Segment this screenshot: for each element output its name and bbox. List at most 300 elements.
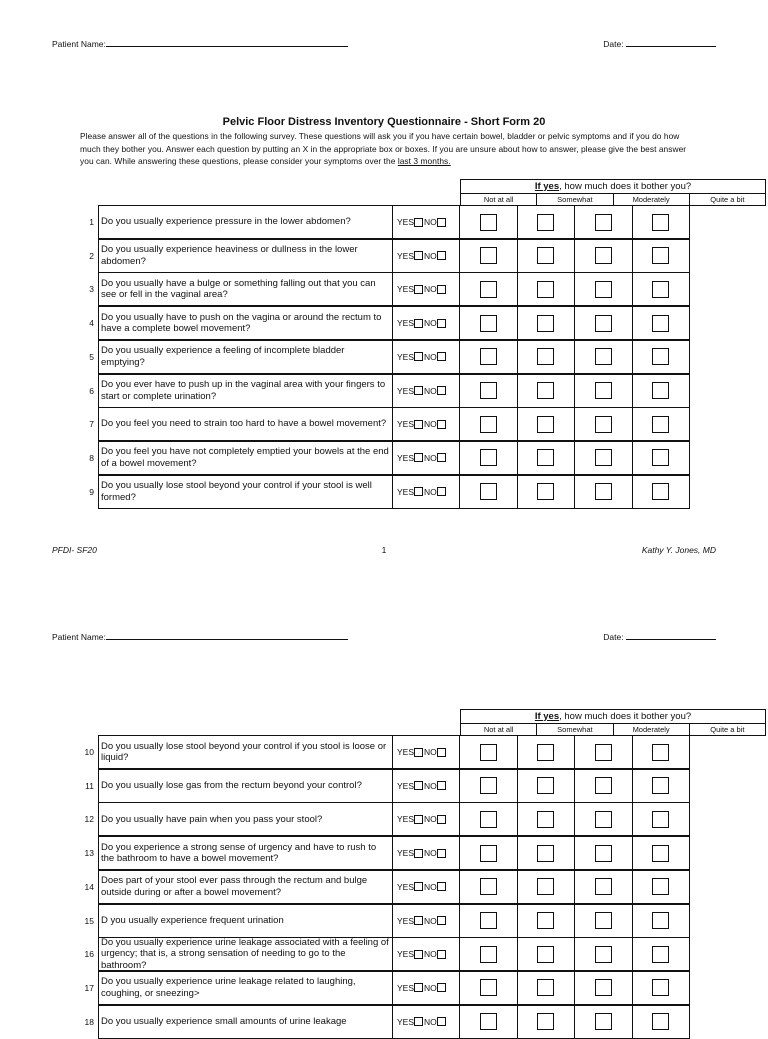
question-row xyxy=(76,802,690,836)
not-at-all-checkbox[interactable] xyxy=(480,348,497,365)
yes-checkbox[interactable] xyxy=(414,453,423,462)
rating-cell xyxy=(518,971,576,1005)
date-line[interactable] xyxy=(626,630,716,640)
question-row xyxy=(76,475,690,509)
no-checkbox[interactable] xyxy=(437,218,446,227)
question-text xyxy=(98,475,392,509)
page-footer xyxy=(52,545,716,557)
yes-label: YES xyxy=(397,419,415,430)
quite-a-bit-checkbox[interactable] xyxy=(652,281,669,298)
rating-cell xyxy=(518,374,576,408)
quite-a-bit-checkbox[interactable] xyxy=(652,247,669,264)
no-label: NO xyxy=(424,351,437,362)
rating-cells xyxy=(460,769,690,803)
rating-cell xyxy=(460,1005,518,1039)
quite-a-bit-checkbox[interactable] xyxy=(652,979,669,996)
yes-checkbox[interactable] xyxy=(414,352,423,361)
yes-no-cell xyxy=(392,870,460,904)
quite-a-bit-checkbox[interactable] xyxy=(652,878,669,895)
rating-cell xyxy=(518,306,576,340)
rating-cells xyxy=(460,836,690,870)
question-label: Do you usually have pain when you pass your stool? xyxy=(101,813,323,825)
rating-cell xyxy=(460,937,518,971)
question-number: 10 xyxy=(84,747,94,757)
quite-a-bit-checkbox[interactable] xyxy=(652,214,669,231)
moderately-checkbox[interactable] xyxy=(595,214,612,231)
quite-a-bit-checkbox[interactable] xyxy=(652,315,669,332)
somewhat-checkbox[interactable] xyxy=(537,281,554,298)
yes-checkbox[interactable] xyxy=(414,781,423,790)
question-label: Do you usually lose gas from the rectum beyond your control? xyxy=(101,779,362,791)
no-checkbox[interactable] xyxy=(437,916,446,925)
moderately-checkbox[interactable] xyxy=(595,777,612,794)
page-number: 1 xyxy=(381,545,387,555)
not-at-all-checkbox[interactable] xyxy=(480,744,497,761)
no-label: NO xyxy=(424,881,437,892)
no-checkbox[interactable] xyxy=(437,453,446,462)
no-label: NO xyxy=(424,915,437,926)
rating-cell xyxy=(460,475,518,509)
rating-cell xyxy=(518,870,576,904)
no-checkbox[interactable] xyxy=(437,352,446,361)
quite-a-bit-checkbox[interactable] xyxy=(652,946,669,963)
yes-no-cell xyxy=(392,937,460,971)
rating-cell xyxy=(575,239,633,273)
question-row xyxy=(76,735,690,769)
col-quite-a-bit: Quite a bit xyxy=(689,724,765,735)
moderately-checkbox[interactable] xyxy=(595,382,612,399)
yes-checkbox[interactable] xyxy=(414,251,423,260)
instructions xyxy=(80,130,700,168)
moderately-checkbox[interactable] xyxy=(595,811,612,828)
somewhat-checkbox[interactable] xyxy=(537,811,554,828)
no-label: NO xyxy=(424,452,437,463)
yes-no-cell xyxy=(392,802,460,836)
rating-cell xyxy=(575,272,633,306)
rating-cell xyxy=(633,1005,691,1039)
somewhat-checkbox[interactable] xyxy=(537,979,554,996)
yes-no-cell xyxy=(392,205,460,239)
no-label: NO xyxy=(424,1016,437,1027)
moderately-checkbox[interactable] xyxy=(595,845,612,862)
somewhat-checkbox[interactable] xyxy=(537,315,554,332)
patient-name-line[interactable] xyxy=(106,630,348,640)
no-checkbox[interactable] xyxy=(437,319,446,328)
rating-cell xyxy=(633,239,691,273)
question-text xyxy=(98,340,392,374)
not-at-all-checkbox[interactable] xyxy=(480,449,497,466)
rating-cell xyxy=(633,407,691,441)
rating-cells xyxy=(460,306,690,340)
no-checkbox[interactable] xyxy=(437,420,446,429)
question-text xyxy=(98,407,392,441)
rating-cells xyxy=(460,937,690,971)
somewhat-checkbox[interactable] xyxy=(537,214,554,231)
question-number: 8 xyxy=(89,452,94,463)
question-row xyxy=(76,769,690,803)
no-checkbox[interactable] xyxy=(437,251,446,260)
yes-label: YES xyxy=(397,250,415,261)
moderately-checkbox[interactable] xyxy=(595,946,612,963)
quite-a-bit-checkbox[interactable] xyxy=(652,382,669,399)
rating-cell xyxy=(518,205,576,239)
no-label: NO xyxy=(424,284,437,295)
rating-cell xyxy=(575,802,633,836)
yes-label: YES xyxy=(397,318,415,329)
moderately-checkbox[interactable] xyxy=(595,416,612,433)
question-label: Do you experience a strong sense of urgency and have to rush to the bathroom to have a bowel movement? xyxy=(101,841,377,865)
not-at-all-checkbox[interactable] xyxy=(480,1013,497,1030)
no-checkbox[interactable] xyxy=(437,285,446,294)
col-somewhat: Somewhat xyxy=(536,724,612,735)
question-row xyxy=(76,441,690,475)
rating-cell xyxy=(460,441,518,475)
rating-cell xyxy=(633,475,691,509)
rating-cell xyxy=(575,306,633,340)
yes-checkbox[interactable] xyxy=(414,218,423,227)
quite-a-bit-checkbox[interactable] xyxy=(652,416,669,433)
rating-cell xyxy=(575,407,633,441)
question-text xyxy=(98,769,392,803)
rating-header xyxy=(460,709,766,736)
quite-a-bit-checkbox[interactable] xyxy=(652,348,669,365)
moderately-checkbox[interactable] xyxy=(595,348,612,365)
rating-cells xyxy=(460,441,690,475)
question-text xyxy=(98,735,392,769)
physician-name: Kathy Y. Jones, MD xyxy=(641,545,716,555)
question-number: 4 xyxy=(89,318,94,329)
yes-no-cell xyxy=(392,735,460,769)
rating-cell xyxy=(518,407,576,441)
moderately-checkbox[interactable] xyxy=(595,744,612,761)
somewhat-checkbox[interactable] xyxy=(537,348,554,365)
question-label: Do you usually have a bulge or something falling out that you can see or fell in the vaginal area? xyxy=(101,277,376,301)
rating-cell xyxy=(518,769,576,803)
question-row xyxy=(76,937,690,971)
rating-cell xyxy=(460,836,518,870)
rating-cell xyxy=(460,306,518,340)
no-label: NO xyxy=(424,780,437,791)
yes-no-cell xyxy=(392,1005,460,1039)
yes-checkbox[interactable] xyxy=(414,420,423,429)
somewhat-checkbox[interactable] xyxy=(537,247,554,264)
somewhat-checkbox[interactable] xyxy=(537,744,554,761)
question-number: 15 xyxy=(84,915,94,926)
date-label: Date: xyxy=(603,39,624,49)
rating-cell xyxy=(460,205,518,239)
somewhat-checkbox[interactable] xyxy=(537,382,554,399)
rating-cell xyxy=(575,441,633,475)
question-row xyxy=(76,971,690,1005)
moderately-checkbox[interactable] xyxy=(595,979,612,996)
not-at-all-checkbox[interactable] xyxy=(480,315,497,332)
somewhat-checkbox[interactable] xyxy=(537,1013,554,1030)
question-label: Do you usually lose stool beyond your control if you stool is loose or liquid? xyxy=(101,740,387,763)
rating-cell xyxy=(633,306,691,340)
somewhat-checkbox[interactable] xyxy=(537,946,554,963)
no-label: NO xyxy=(424,814,437,825)
quite-a-bit-checkbox[interactable] xyxy=(652,811,669,828)
not-at-all-checkbox[interactable] xyxy=(480,845,497,862)
no-checkbox[interactable] xyxy=(437,950,446,959)
quite-a-bit-checkbox[interactable] xyxy=(652,845,669,862)
rating-cell xyxy=(460,272,518,306)
yes-label: YES xyxy=(397,284,415,295)
yes-label: YES xyxy=(397,486,415,497)
yes-checkbox[interactable] xyxy=(414,916,423,925)
question-text xyxy=(98,205,392,239)
not-at-all-checkbox[interactable] xyxy=(480,912,497,929)
rating-cell xyxy=(460,407,518,441)
yes-label: YES xyxy=(397,780,415,791)
moderately-checkbox[interactable] xyxy=(595,1013,612,1030)
date-field[interactable] xyxy=(603,630,716,642)
yes-checkbox[interactable] xyxy=(414,849,423,858)
no-checkbox[interactable] xyxy=(437,748,446,757)
if-yes-label: If yes xyxy=(534,181,560,192)
not-at-all-checkbox[interactable] xyxy=(480,214,497,231)
instructions-text: Please answer all of the questions in the following survey. These questions will ask you if you have certain bowel, bladder or pelvic symptoms and if you do how much they bother you. Answer each question by putting an X in the appropriate box or boxes. If you are unsure about how to answer, please give the best answer you can. While answering these questions, please consider your symptoms over the xyxy=(80,131,687,166)
not-at-all-checkbox[interactable] xyxy=(480,382,497,399)
moderately-checkbox[interactable] xyxy=(595,449,612,466)
quite-a-bit-checkbox[interactable] xyxy=(652,777,669,794)
question-text xyxy=(98,374,392,408)
rating-cell xyxy=(633,374,691,408)
not-at-all-checkbox[interactable] xyxy=(480,878,497,895)
yes-checkbox[interactable] xyxy=(414,815,423,824)
question-number: 16 xyxy=(84,949,94,960)
date-line[interactable] xyxy=(626,37,716,47)
question-row xyxy=(76,374,690,408)
no-checkbox[interactable] xyxy=(437,849,446,858)
patient-name-line[interactable] xyxy=(106,37,348,47)
rating-cell xyxy=(518,441,576,475)
question-number: 17 xyxy=(84,982,94,993)
yes-checkbox[interactable] xyxy=(414,487,423,496)
rating-cell xyxy=(575,971,633,1005)
if-yes-label: If yes xyxy=(534,711,560,722)
rating-cell xyxy=(518,239,576,273)
rating-cell xyxy=(460,735,518,769)
question-label: Do you usually experience a feeling of incomplete bladder emptying? xyxy=(101,345,345,368)
rating-cells xyxy=(460,904,690,938)
somewhat-checkbox[interactable] xyxy=(537,449,554,466)
yes-checkbox[interactable] xyxy=(414,882,423,891)
somewhat-checkbox[interactable] xyxy=(537,483,554,500)
yes-checkbox[interactable] xyxy=(414,285,423,294)
question-text xyxy=(98,904,392,938)
rating-cell xyxy=(633,272,691,306)
rating-cell xyxy=(633,836,691,870)
rating-cell xyxy=(575,205,633,239)
rating-cell xyxy=(633,870,691,904)
question-text xyxy=(98,306,392,340)
yes-label: YES xyxy=(397,881,415,892)
question-text xyxy=(98,272,392,306)
moderately-checkbox[interactable] xyxy=(595,878,612,895)
rating-cells xyxy=(460,205,690,239)
yes-no-cell xyxy=(392,340,460,374)
question-row xyxy=(76,239,690,273)
quite-a-bit-checkbox[interactable] xyxy=(652,449,669,466)
yes-checkbox[interactable] xyxy=(414,319,423,328)
date-label: Date: xyxy=(603,632,624,642)
rating-cell xyxy=(633,205,691,239)
rating-cell xyxy=(575,735,633,769)
rating-cell xyxy=(633,340,691,374)
yes-no-cell xyxy=(392,374,460,408)
question-row xyxy=(76,340,690,374)
somewhat-checkbox[interactable] xyxy=(537,845,554,862)
yes-no-cell xyxy=(392,475,460,509)
rating-cell xyxy=(518,272,576,306)
rating-cell xyxy=(460,239,518,273)
yes-no-cell xyxy=(392,971,460,1005)
question-text xyxy=(98,870,392,904)
no-label: NO xyxy=(424,250,437,261)
yes-no-cell xyxy=(392,769,460,803)
somewhat-checkbox[interactable] xyxy=(537,777,554,794)
yes-checkbox[interactable] xyxy=(414,950,423,959)
not-at-all-checkbox[interactable] xyxy=(480,483,497,500)
question-text xyxy=(98,937,392,971)
yes-checkbox[interactable] xyxy=(414,386,423,395)
no-checkbox[interactable] xyxy=(437,781,446,790)
rating-cell xyxy=(518,735,576,769)
rating-cells xyxy=(460,407,690,441)
yes-checkbox[interactable] xyxy=(414,983,423,992)
yes-no-cell xyxy=(392,239,460,273)
not-at-all-checkbox[interactable] xyxy=(480,979,497,996)
rating-cells xyxy=(460,475,690,509)
no-checkbox[interactable] xyxy=(437,815,446,824)
col-moderately: Moderately xyxy=(613,194,689,205)
yes-checkbox[interactable] xyxy=(414,748,423,757)
question-number: 18 xyxy=(84,1016,94,1027)
date-field[interactable] xyxy=(603,37,716,49)
no-label: NO xyxy=(424,486,437,497)
not-at-all-checkbox[interactable] xyxy=(480,247,497,264)
rating-cell xyxy=(633,802,691,836)
rating-cells xyxy=(460,374,690,408)
yes-checkbox[interactable] xyxy=(414,1017,423,1026)
quite-a-bit-checkbox[interactable] xyxy=(652,912,669,929)
rating-cell xyxy=(633,735,691,769)
question-text xyxy=(98,441,392,475)
not-at-all-checkbox[interactable] xyxy=(480,416,497,433)
rating-header-title xyxy=(461,710,765,724)
question-number: 5 xyxy=(89,351,94,362)
yes-no-cell xyxy=(392,836,460,870)
rating-cell xyxy=(575,1005,633,1039)
rating-cell xyxy=(633,971,691,1005)
page-title: Pelvic Floor Distress Inventory Questionnaire - Short Form 20 xyxy=(222,116,546,128)
yes-label: YES xyxy=(397,915,415,926)
moderately-checkbox[interactable] xyxy=(595,247,612,264)
rating-cell xyxy=(633,937,691,971)
rating-cell xyxy=(518,937,576,971)
yes-label: YES xyxy=(397,217,415,227)
quite-a-bit-checkbox[interactable] xyxy=(652,1013,669,1030)
question-label: D you usually experience frequent urination xyxy=(101,914,284,926)
yes-label: YES xyxy=(397,747,415,757)
question-label: Do you feel you need to strain too hard to have a bowel movement? xyxy=(101,418,387,430)
col-moderately: Moderately xyxy=(613,724,689,735)
no-checkbox[interactable] xyxy=(437,1017,446,1026)
somewhat-checkbox[interactable] xyxy=(537,878,554,895)
quite-a-bit-checkbox[interactable] xyxy=(652,483,669,500)
no-label: NO xyxy=(424,217,437,227)
question-number: 11 xyxy=(85,780,94,791)
question-number: 2 xyxy=(89,250,94,261)
somewhat-checkbox[interactable] xyxy=(537,912,554,929)
rating-cell xyxy=(575,340,633,374)
question-row xyxy=(76,306,690,340)
question-label: Do you usually experience urine leakage related to laughing, coughing, or sneezing> xyxy=(101,976,356,999)
col-not-at-all: Not at all xyxy=(483,725,514,734)
no-checkbox[interactable] xyxy=(437,487,446,496)
moderately-checkbox[interactable] xyxy=(595,315,612,332)
patient-name-field[interactable] xyxy=(52,630,348,642)
somewhat-checkbox[interactable] xyxy=(537,416,554,433)
rating-cell xyxy=(575,870,633,904)
yes-no-cell xyxy=(392,904,460,938)
no-label: NO xyxy=(424,848,437,859)
rating-cells xyxy=(460,340,690,374)
question-label: Do you usually experience heaviness or dullness in the lower abdomen? xyxy=(101,244,358,267)
question-number: 6 xyxy=(89,385,94,396)
question-label: Do you usually experience urine leakage associated with a feeling of urgency; that is, a strong sensation of needing to go to the bathroom? xyxy=(101,936,389,971)
no-checkbox[interactable] xyxy=(437,386,446,395)
yes-label: YES xyxy=(397,848,415,859)
rating-cells xyxy=(460,971,690,1005)
no-checkbox[interactable] xyxy=(437,983,446,992)
rating-cell xyxy=(633,904,691,938)
moderately-checkbox[interactable] xyxy=(595,483,612,500)
page1-header xyxy=(52,37,716,49)
rating-cell xyxy=(460,971,518,1005)
rating-header xyxy=(460,179,766,206)
yes-label: YES xyxy=(397,982,415,993)
no-label: NO xyxy=(424,419,437,430)
rating-cell xyxy=(460,340,518,374)
no-checkbox[interactable] xyxy=(437,882,446,891)
not-at-all-checkbox[interactable] xyxy=(480,281,497,298)
question-number: 9 xyxy=(89,486,94,497)
rating-header-title xyxy=(461,180,765,194)
not-at-all-checkbox[interactable] xyxy=(480,777,497,794)
question-number: 14 xyxy=(84,881,94,892)
moderately-checkbox[interactable] xyxy=(595,281,612,298)
col-not-at-all: Not at all xyxy=(483,195,514,204)
rating-cell xyxy=(518,836,576,870)
rating-cell xyxy=(518,340,576,374)
rating-cell xyxy=(575,937,633,971)
yes-label: YES xyxy=(397,351,415,362)
no-label: NO xyxy=(424,747,437,757)
question-label: Do you usually lose stool beyond your control if your stool is well formed? xyxy=(101,480,372,503)
yes-label: YES xyxy=(397,1016,415,1027)
patient-name-field[interactable] xyxy=(52,37,348,49)
rating-cells xyxy=(460,239,690,273)
question-text xyxy=(98,802,392,836)
quite-a-bit-checkbox[interactable] xyxy=(652,744,669,761)
not-at-all-checkbox[interactable] xyxy=(480,946,497,963)
question-row xyxy=(76,836,690,870)
moderately-checkbox[interactable] xyxy=(595,912,612,929)
not-at-all-checkbox[interactable] xyxy=(480,811,497,828)
rating-cells xyxy=(460,272,690,306)
